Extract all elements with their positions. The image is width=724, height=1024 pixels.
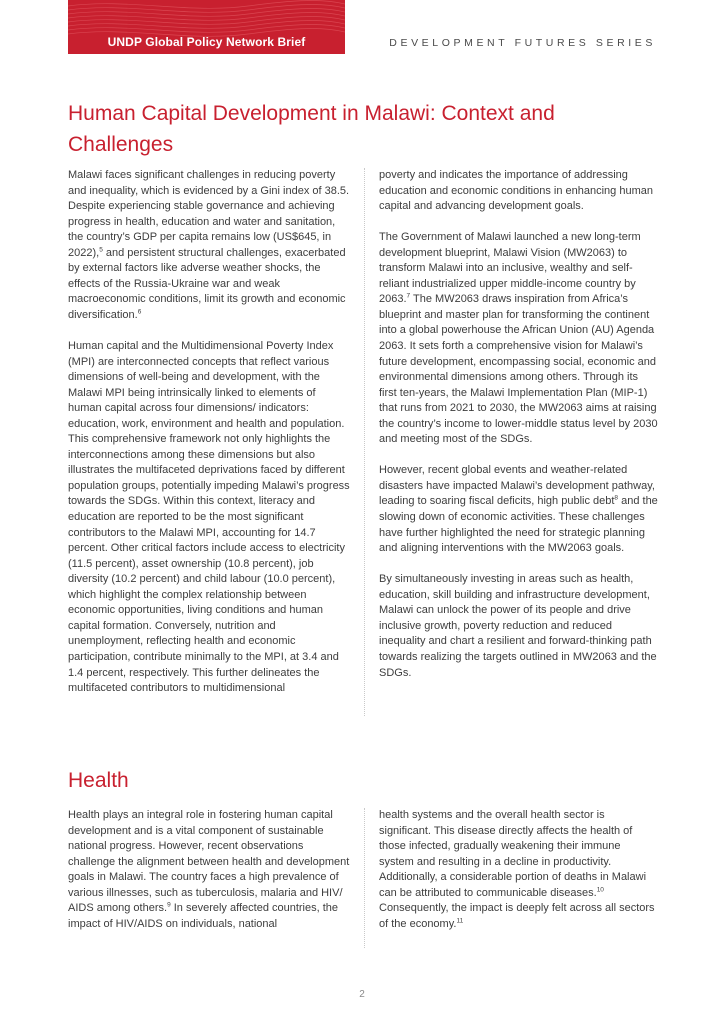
paragraph: Malawi faces significant challenges in reducing poverty and inequality, which is evidenced by a Gini index of 38.5. Despite experiencing stable governance and achieving progress in health, education and water and sanitation, the country’s GDP per capita remains low (US$645, in 2022),$^5$ and persistent structural challenges, exacerbated by external factors like adverse weather shocks, the effects of the Russia-Ukraine war and weak macroeconomic conditions, limit its growth and economic diversification.$^6$ <box>68 169 350 321</box>
paragraph: The Government of Malawi launched a new long-term development blueprint, Malawi Vision (MW2063) to transform Malawi into an inclusive, wealthy and self-reliant industrialized upper middle-income country by 2063.$^7$ The MW2063 draws inspiration from Africa’s blueprint and master plan for transforming the continent into a global powerhouse the African Union (AU) Agenda 2063. It sets forth a comprehensive vision for Malawi’s future development, encompassing social, economic and environmental dimensions among others. Through its first ten-years, the Malawi Implementation Plan (MIP-1) that runs from 2021 to 2030, the MW2063 aims at raising the country’s income to lower-middle status level by 2030 and meeting most of the SDGs. <box>379 231 658 446</box>
section1-right-column <box>379 168 658 697</box>
paragraph: Human capital and the Multidimensional Poverty Index (MPI) are interconnected concepts that reflect various dimensions of well-being and development, with the Malawi MPI being intrinsically linked to elements of human capital across four dimensions/ indicators: education, work, environment and health and population. This comprehensive framework not only highlights the interconnections among these dimensions but also illustrates the multifaceted deprivations faced by different population groups, potentially impeding Malawi’s progress towards the SDGs. Within this context, literacy and education are reported to be the most significant contributors to the Malawi MPI, accounting for 14.7 percent. Other critical factors include access to electricity (11.5 percent), asset ownership (10.8 percent), job diversity (10.2 percent) and child labour (10.0 percent), which highlight the complex relationship between economic opportunities, living conditions and human capital formation. Conversely, nutrition and unemployment, reflecting health and economic participation, contribute minimally to the MPI, at 3.4 and 1.4 percent, respectively. This further delineates the multifaceted contributors to multidimensional <box>68 340 350 695</box>
paragraph: By simultaneously investing in areas such as health, education, skill building and infrastructure development, Malawi can unlock the power of its people and drive inclusive growth, poverty reduction and reduced inequality and chart a resilient and forward-thinking path towards realizing the targets outlined in MW2063 and the SDGs. <box>379 573 657 679</box>
paragraph: Health plays an integral role in fostering human capital development and is a vital component of sustainable national progress. However, recent observations challenge the alignment between health and development goals in Malawi. The country faces a high prevalence of various illnesses, such as tuberculosis, malaria and HIV/ AIDS among others.$^9$ In severely affected countries, the impact of HIV/AIDS on individuals, national <box>68 809 350 930</box>
column-divider <box>364 168 365 716</box>
paragraph: poverty and indicates the importance of addressing education and economic conditions in enhancing human capital and advancing development goals. <box>379 169 653 213</box>
section2-left-column <box>68 808 350 948</box>
section-title-human-capital: Human Capital Development in Malawi: Context and Challenges <box>68 102 555 156</box>
series-label: DEVELOPMENT FUTURES SERIES <box>389 37 656 49</box>
section-title-health: Health <box>68 769 129 792</box>
paragraph: However, recent global events and weather-related disasters have impacted Malawi’s development pathway, leading to soaring fiscal deficits, high public debt$^8$ and the slowing down of economic activities. These challenges have further highlighted the need for strategic planning and aligning interventions with the MW2063 goals. <box>379 464 658 555</box>
section1-left-column <box>68 168 350 712</box>
paragraph: health systems and the overall health sector is significant. This disease directly affects the health of those infected, gradually weakening their immune system and resulting in a decline in productivity. Additionally, a considerable portion of deaths in Malawi can be attributed to communicable diseases.$^{10}$ Consequently, the impact is deeply felt across all sectors of the economy.$^{11}$ <box>379 809 655 930</box>
section2-right-column <box>379 808 658 948</box>
page-number: 2 <box>359 989 365 1000</box>
brief-label: UNDP Global Policy Network Brief <box>107 35 306 49</box>
column-divider <box>364 808 365 948</box>
brief-label-banner <box>68 0 345 54</box>
